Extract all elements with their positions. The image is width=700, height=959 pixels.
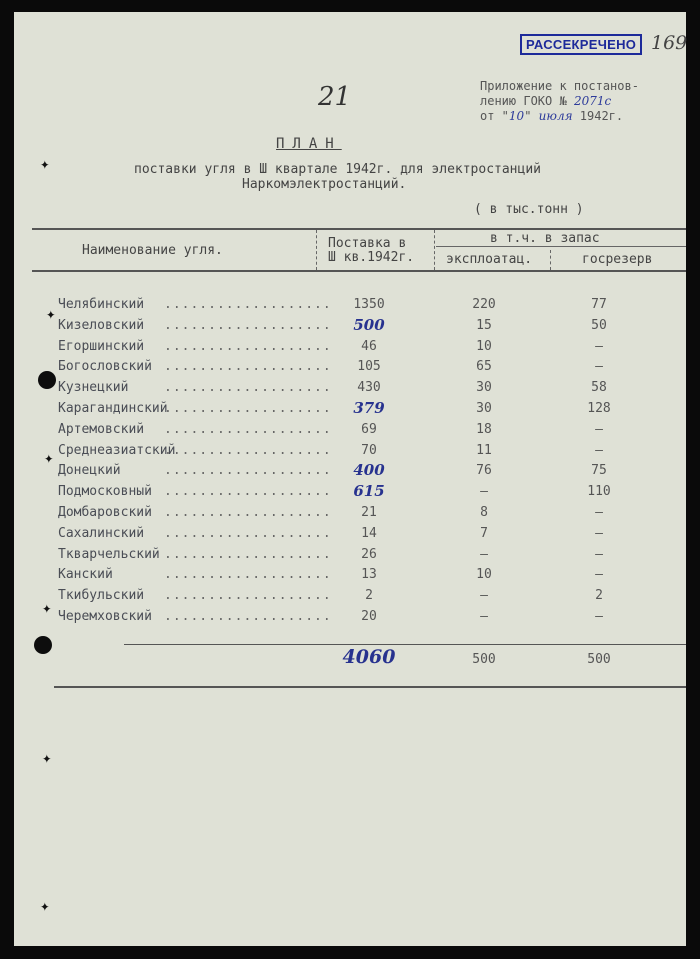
coal-name: Карагандинский <box>58 401 168 416</box>
column-divider <box>316 230 317 270</box>
annex-note <box>480 79 639 124</box>
coal-name: Черемховский <box>58 609 152 624</box>
supply-value: 69 <box>361 421 377 437</box>
coal-name: Донецкий <box>58 463 121 479</box>
annex-line-1: Приложение к постанов- <box>480 79 639 93</box>
punch-mark: ✦ <box>40 896 50 915</box>
exploit-value: 15 <box>476 317 492 333</box>
punch-mark: ✦ <box>40 154 50 173</box>
coal-name: Домбаровский <box>58 505 152 520</box>
exploit-value: 11 <box>476 442 492 458</box>
punch-mark: ✦ <box>46 304 56 323</box>
reserve-value: – <box>595 505 603 520</box>
punch-mark: ✦ <box>44 448 54 467</box>
coal-name: Среднеазиатский <box>58 442 176 458</box>
coal-name: Сахалинский <box>58 525 145 541</box>
exploit-value: 8 <box>480 505 488 520</box>
reserve-value: – <box>595 421 603 437</box>
header-supply-line-1: Поставка в <box>328 236 407 251</box>
exploit-value: 76 <box>476 463 492 479</box>
supply-value: 70 <box>361 442 377 458</box>
reserve-value: – <box>595 359 603 375</box>
exploit-value: 18 <box>476 421 492 437</box>
total-exploit: 500 <box>472 652 496 667</box>
reserve-value: – <box>595 338 603 354</box>
supply-value: 1350 <box>353 297 385 312</box>
coal-name: Ткибульский <box>58 588 145 604</box>
leader-dots: ................... <box>164 567 332 583</box>
coal-name: Егоршинский <box>58 338 145 354</box>
header-exploit: эксплоатац. <box>446 252 533 267</box>
exploit-value: – <box>480 588 488 604</box>
table-row <box>14 567 686 588</box>
leader-dots: ................... <box>164 525 332 541</box>
table-header-rule <box>32 270 686 272</box>
column-divider <box>550 250 551 270</box>
reserve-value: 128 <box>587 401 611 416</box>
leader-dots: ................... <box>164 317 332 333</box>
reserve-value: – <box>595 567 603 583</box>
header-name: Наименование угля. <box>82 243 223 258</box>
leader-dots: ................... <box>164 484 332 500</box>
annex-line-2 <box>480 94 639 109</box>
annex-resolution-prefix: лению ГОКО № <box>480 94 567 108</box>
exploit-value: – <box>480 484 488 500</box>
supply-value: 13 <box>361 567 377 583</box>
supply-value: 430 <box>357 380 381 396</box>
page-number: 169 <box>651 32 688 54</box>
total-reserve: 500 <box>587 652 611 667</box>
table-row <box>14 422 686 443</box>
supply-value: 400 <box>353 461 385 480</box>
table-row <box>14 609 686 630</box>
leader-dots: ................... <box>164 297 332 312</box>
coal-name: Ткварчельский <box>58 546 160 562</box>
table-bottom-rule <box>54 686 686 688</box>
reserve-value: 2 <box>595 588 603 604</box>
exploit-value: 220 <box>472 297 496 312</box>
header-reserve-group: в т.ч. в запас <box>490 231 600 246</box>
leader-dots: ................... <box>164 442 332 458</box>
leader-dots: ................... <box>164 359 332 375</box>
leader-dots: ................... <box>164 463 332 479</box>
annex-date-quote: " <box>524 109 532 123</box>
coal-name: Кизеловский <box>58 317 145 333</box>
punch-mark: ✦ <box>42 748 52 767</box>
reserve-value: – <box>595 442 603 458</box>
annex-date-prefix: от " <box>480 109 509 123</box>
coal-name: Челябинский <box>58 297 145 312</box>
table-row <box>14 526 686 547</box>
table-row <box>14 359 686 380</box>
leader-dots: ................... <box>164 421 332 437</box>
exploit-value: – <box>480 609 488 624</box>
table-row <box>14 588 686 609</box>
table-row <box>14 401 686 422</box>
exploit-value: – <box>480 546 488 562</box>
exploit-value: 7 <box>480 525 488 541</box>
supply-value: 26 <box>361 546 377 562</box>
column-divider <box>434 230 435 270</box>
table-top-rule <box>32 228 686 230</box>
document-subtitle <box>134 162 541 192</box>
reserve-value: – <box>595 609 603 624</box>
header-gosrezerv: госрезерв <box>582 252 653 267</box>
header-supply-line-2: Ш кв.1942г. <box>328 250 415 265</box>
reserve-value: 110 <box>587 484 611 500</box>
coal-name: Богословский <box>58 359 152 375</box>
table-row <box>14 339 686 360</box>
leader-dots: ................... <box>164 380 332 396</box>
exploit-value: 30 <box>476 401 492 416</box>
reserve-value: 50 <box>591 317 607 333</box>
supply-value: 615 <box>353 482 385 501</box>
table-row <box>14 315 686 339</box>
annex-year: 1942г. <box>579 109 624 123</box>
supply-value: 46 <box>361 338 377 354</box>
reserve-value: 77 <box>591 297 607 312</box>
supply-value: 500 <box>353 315 385 334</box>
leader-dots: ................... <box>164 505 332 520</box>
supply-value: 105 <box>357 359 381 375</box>
punch-hole <box>34 636 52 654</box>
supply-value: 21 <box>361 505 377 520</box>
reserve-value: – <box>595 525 603 541</box>
exploit-value: 10 <box>476 338 492 354</box>
leader-dots: ................... <box>164 338 332 354</box>
document-page <box>14 12 686 946</box>
subheader-rule <box>436 246 686 247</box>
punch-hole <box>38 371 56 389</box>
annex-day: 10 <box>508 109 525 123</box>
annex-month: июля <box>538 109 573 123</box>
declassified-stamp: РАССЕКРЕЧЕНО <box>520 34 642 55</box>
supply-value: 14 <box>361 525 377 541</box>
handwritten-number: 21 <box>318 82 352 112</box>
reserve-value: 75 <box>591 463 607 479</box>
table-row <box>14 505 686 526</box>
document-title: ПЛАН <box>276 136 342 152</box>
coal-name: Подмосковный <box>58 484 152 500</box>
resolution-number: 2071с <box>573 94 612 108</box>
punch-mark: ✦ <box>42 598 52 617</box>
total-supply: 4060 <box>342 646 396 668</box>
coal-name: Канский <box>58 567 113 583</box>
total-rule <box>124 644 686 645</box>
exploit-value: 65 <box>476 359 492 375</box>
units-note: ( в тыс.тонн ) <box>474 202 584 217</box>
exploit-value: 30 <box>476 380 492 396</box>
annex-line-3 <box>480 109 639 124</box>
reserve-value: 58 <box>591 380 607 396</box>
coal-name: Артемовский <box>58 421 145 437</box>
reserve-value: – <box>595 546 603 562</box>
supply-value: 20 <box>361 609 377 624</box>
leader-dots: ................... <box>164 546 332 562</box>
subtitle-line-1: поставки угля в Ш квартале 1942г. для электростанций <box>134 162 541 177</box>
exploit-value: 10 <box>476 567 492 583</box>
leader-dots: ................... <box>164 588 332 604</box>
leader-dots: ................... <box>164 401 332 416</box>
subtitle-line-2: Наркомэлектростанций. <box>242 177 407 192</box>
supply-value: 379 <box>353 399 385 417</box>
coal-name: Кузнецкий <box>58 380 129 396</box>
leader-dots: ................... <box>164 609 332 624</box>
supply-value: 2 <box>365 588 373 604</box>
table-row <box>14 484 686 505</box>
table-row <box>14 547 686 568</box>
